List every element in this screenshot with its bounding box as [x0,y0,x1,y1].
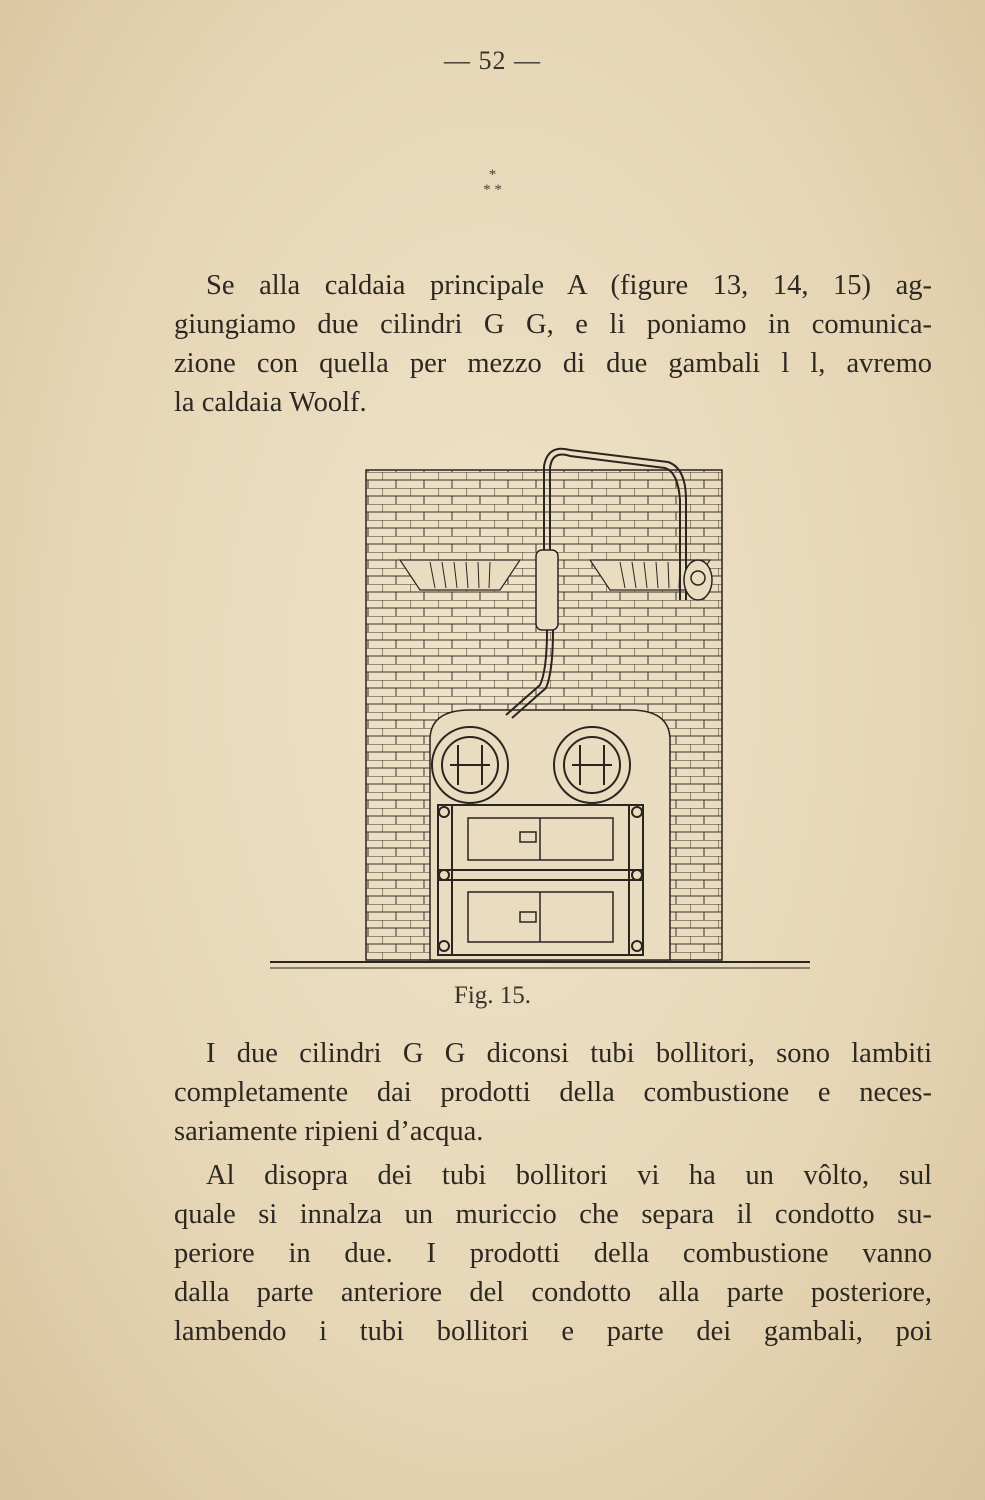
paragraph-3 [174,1156,932,1351]
paragraph-line: Al disopra dei tubi bollitori vi ha un vôlto, sul [206,1160,932,1191]
paragraph-line: dalla parte anteriore del condotto alla parte posteriore, [174,1277,932,1308]
paragraph-line: zione con quella per mezzo di due gambali l l, avremo [174,348,932,379]
paragraph-line: completamente dai prodotti della combustione e neces- [174,1077,932,1108]
figure-caption: Fig. 15. [453,982,532,1009]
paragraph-2 [174,1034,932,1151]
paragraph-line: quale si innalza un muriccio che separa il condotto su- [174,1199,932,1230]
paragraph-line: sariamente ripieni d’acqua. [174,1116,484,1147]
floor-line [270,962,810,968]
asterism-bottom: * * [483,182,502,198]
page-number: — 52 — [444,46,541,75]
paragraph-line: giungiamo due cilindri G G, e li poniamo in comunica- [174,309,932,340]
boiler-tube-right [554,727,630,803]
asterism [0,168,985,198]
paragraph-line: la caldaia Woolf. [174,387,367,418]
woolf-boiler-illustration [270,440,810,980]
paragraph-line: lambendo i tubi bollitori e parte dei gambali, poi [174,1316,932,1347]
asterism-top: * [488,167,497,183]
paragraph-line: periore in due. I prodotti della combustione vanno [174,1238,932,1269]
paragraph-line: I due cilindri G G diconsi tubi bollitori, sono lambiti [206,1038,932,1069]
paragraph-1 [174,266,932,422]
paragraph-line: Se alla caldaia principale A (figure 13, 14, 15) ag- [206,270,932,301]
boiler-tube-left [432,727,508,803]
